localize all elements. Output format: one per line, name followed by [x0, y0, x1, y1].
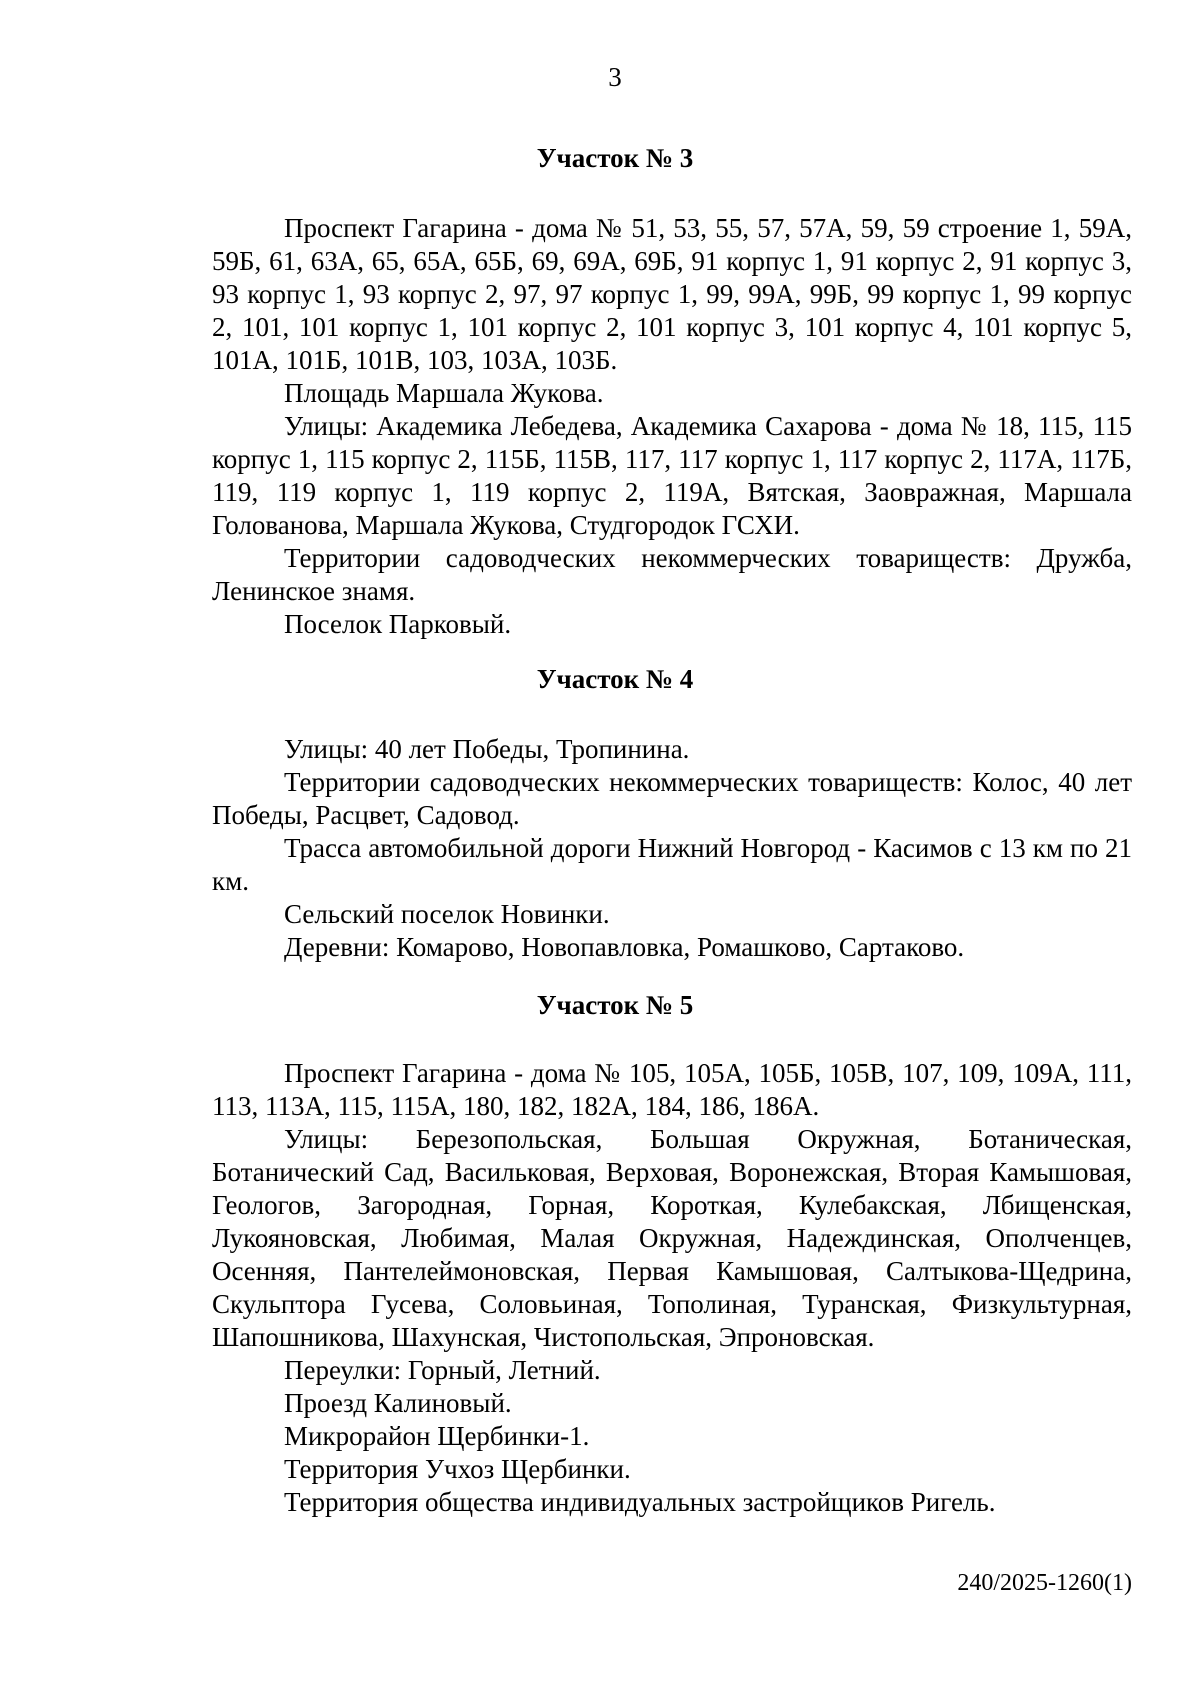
- paragraph: Проспект Гагарина - дома № 105, 105А, 105Б, 105В, 107, 109, 109А, 111, 113, 113А, 115, 115А, 180, 182, 182А, 184, 186, 186А.: [212, 1058, 1132, 1121]
- paragraph: Переулки: Горный, Летний.: [284, 1355, 601, 1385]
- paragraph: Проспект Гагарина - дома № 51, 53, 55, 57, 57А, 59, 59 строение 1, 59А, 59Б, 61, 63А, 65, 65А, 65Б, 69, 69А, 69Б, 91 корпус 1, 91 корпус 2, 91 корпус 3, 93 корпус 1, 93 корпус 2, 97, 97 корпус 1, 99, 99А, 99Б, 99 корпус 1, 99 корпус 2, 101, 101 корпус 1, 101 корпус 2, 101 корпус 3, 101 корпус 4, 101 корпус 5, 101А, 101Б, 101В, 103, 103А, 103Б.: [212, 213, 1132, 375]
- paragraph: Деревни: Комарово, Новопавловка, Ромашково, Сартаково.: [284, 932, 965, 962]
- paragraph: Площадь Маршала Жукова.: [284, 378, 604, 408]
- paragraph: Проезд Калиновый.: [284, 1388, 512, 1418]
- paragraph: Микрорайон Щербинки-1.: [284, 1421, 590, 1451]
- paragraph: Территория Учхоз Щербинки.: [284, 1454, 631, 1484]
- section-body-3: [212, 212, 1132, 641]
- paragraph: Сельский поселок Новинки.: [284, 899, 610, 929]
- document-code: 240/2025-1260(1): [957, 1570, 1132, 1596]
- section-body-5: [212, 1057, 1132, 1519]
- section-heading-3: Участок № 3: [536, 143, 694, 173]
- paragraph: Улицы: 40 лет Победы, Тропинина.: [284, 734, 690, 764]
- paragraph: Территория общества индивидуальных застройщиков Ригель.: [284, 1487, 996, 1517]
- section-body-4: [212, 733, 1132, 964]
- paragraph: Улицы: Академика Лебедева, Академика Сахарова - дома № 18, 115, 115 корпус 1, 115 корпус 2, 115Б, 115В, 117, 117 корпус 1, 117 корпус 2, 117А, 117Б, 119, 119 корпус 1, 119 корпус 2, 119А, Вятская, Заовражная, Маршала Голованова, Маршала Жукова, Студгородок ГСХИ.: [212, 411, 1132, 540]
- paragraph: Территории садоводческих некоммерческих товариществ: Дружба, Ленинское знамя.: [212, 543, 1132, 606]
- paragraph: Трасса автомобильной дороги Нижний Новгород - Касимов с 13 км по 21 км.: [212, 833, 1132, 896]
- section-heading-4: Участок № 4: [536, 664, 694, 694]
- page-number: 3: [608, 62, 622, 92]
- paragraph: Территории садоводческих некоммерческих товариществ: Колос, 40 лет Победы, Расцвет, Садовод.: [212, 767, 1132, 830]
- paragraph: Поселок Парковый.: [284, 609, 512, 639]
- paragraph: Улицы: Березопольская, Большая Окружная, Ботаническая, Ботанический Сад, Васильковая, Верховая, Воронежская, Вторая Камышовая, Геологов, Загородная, Горная, Короткая, Кулебакская, Лбищенская, Лукояновская, Любимая, Малая Окружная, Надеждинская, Ополченцев, Осенняя, Пантелеймоновская, Первая Камышовая, Салтыкова-Щедрина, Скульптора Гусева, Соловьиная, Тополиная, Туранская, Физкультурная, Шапошникова, Шахунская, Чистопольская, Эпроновская.: [212, 1124, 1132, 1352]
- section-heading-5: Участок № 5: [536, 990, 694, 1020]
